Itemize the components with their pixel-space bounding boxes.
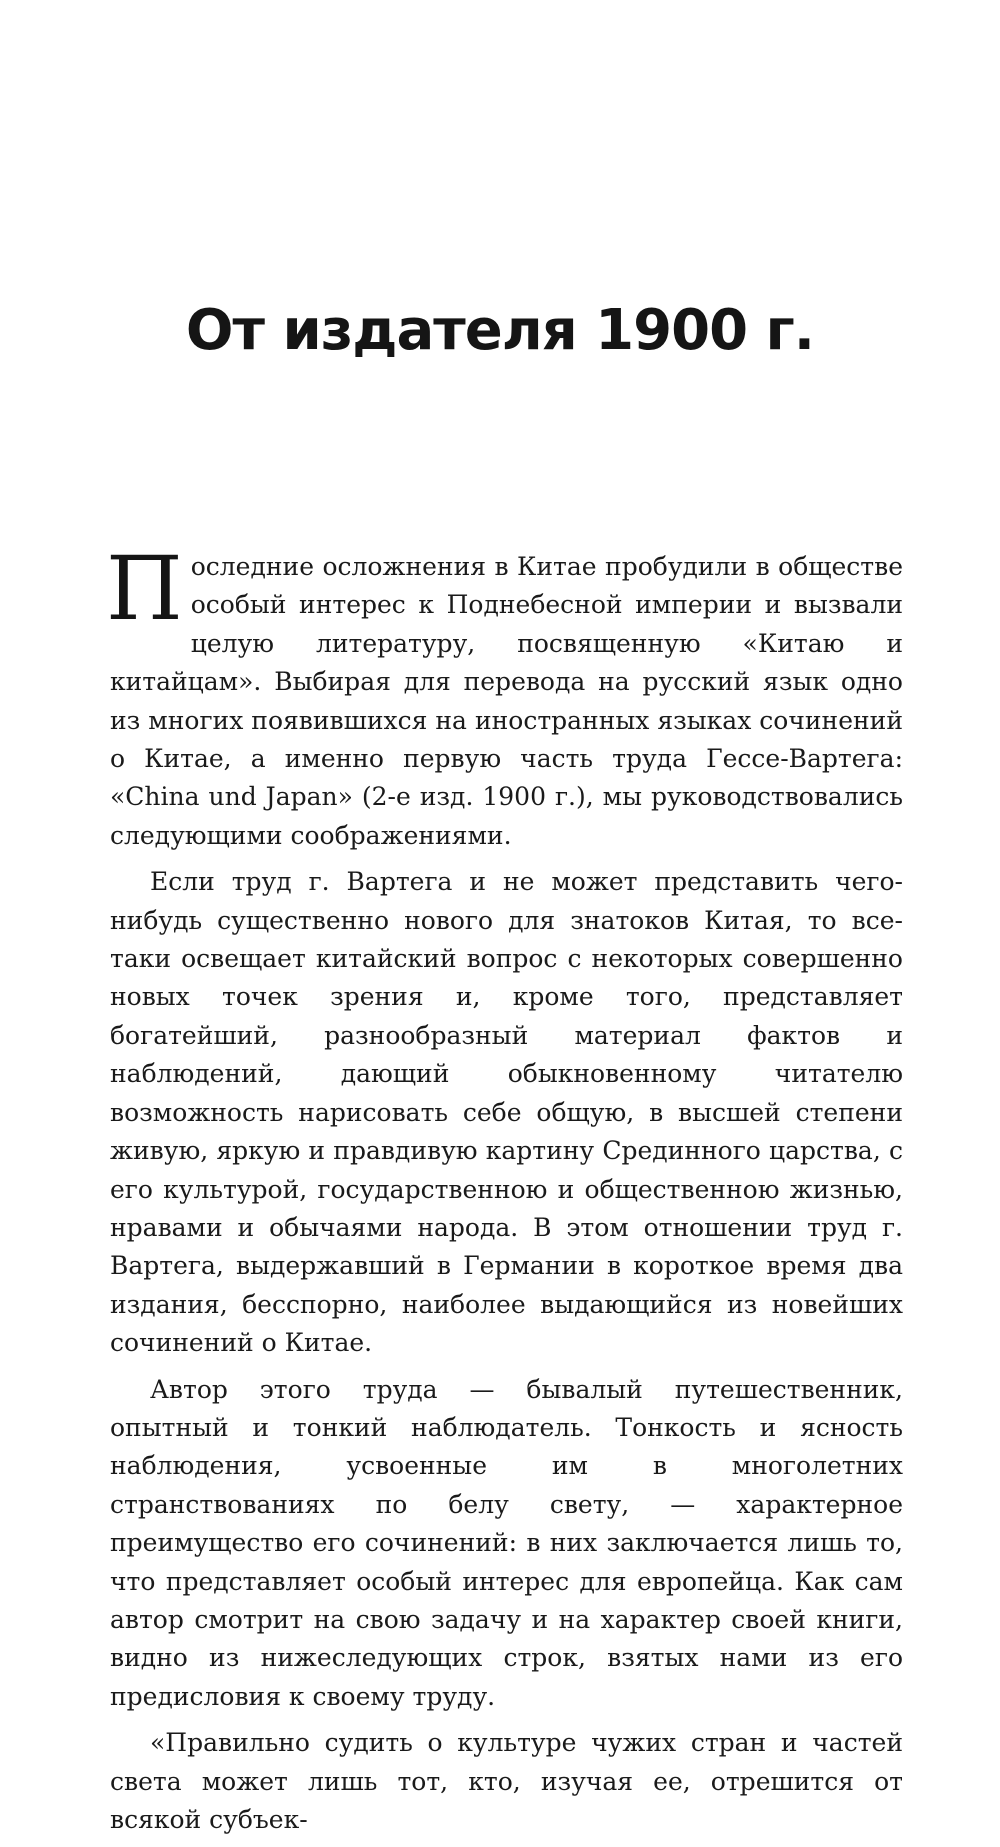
paragraph-1 xyxy=(106,537,903,855)
chapter-title: От издателя 1900 г. xyxy=(185,298,815,363)
paragraph-1-text: оследние осложнения в Китае пробудили в обществе особый интерес к Поднебесной империи и вызвали целую литературу, посвященную «Китаю и китайцам». Выбирая для перевода на русский язык одно из многих появившихся на иностранных языках сочинений о Китае, а именно первую часть труда Гессе-Вартега: «China und Japan» (2-е изд. 1900 г.), мы руководствовались следующими соображениями. xyxy=(110,552,903,850)
paragraph-2: Если труд г. Вартега и не может представить чего-нибудь существенно нового для знатоков Китая, то все-таки освещает китайский вопрос с некоторых совершенно новых точек зрения и, кроме того, представляет богатейший, разнообразный материал фактов и наблюдений, дающий обыкновенному читателю возможность нарисовать себе общую, в высшей степени живую, яркую и правдивую картину Срединного царства, с его культурой, государственною и общественною жизнью, нравами и обычаями народа. В этом отношении труд г. Вартега, выдержавший в Германии в короткое время два издания, бесспорно, наиболее выдающийся из новейших сочинений о Китае. xyxy=(110,867,903,1358)
paragraph-3: Автор этого труда — бывалый путешественник, опытный и тонкий наблюдатель. Тонкость и ясность наблюдения, усвоенные им в многолетних странствованиях по белу свету, — характерное преимущество его сочинений: в них заключается лишь то, что представляет особый интерес для европейца. Как сам автор смотрит на свою задачу и на характер своей книги, видно из нижеследующих строк, взятых нами из его предисловия к своему труду. xyxy=(110,1374,903,1711)
drop-cap: П xyxy=(106,537,183,640)
paragraph-4: «Правильно судить о культуре чужих стран и частей света может лишь тот, кто, изучая ее, отрешится от всякой субъек- xyxy=(110,1728,903,1834)
body-text xyxy=(106,537,903,1847)
